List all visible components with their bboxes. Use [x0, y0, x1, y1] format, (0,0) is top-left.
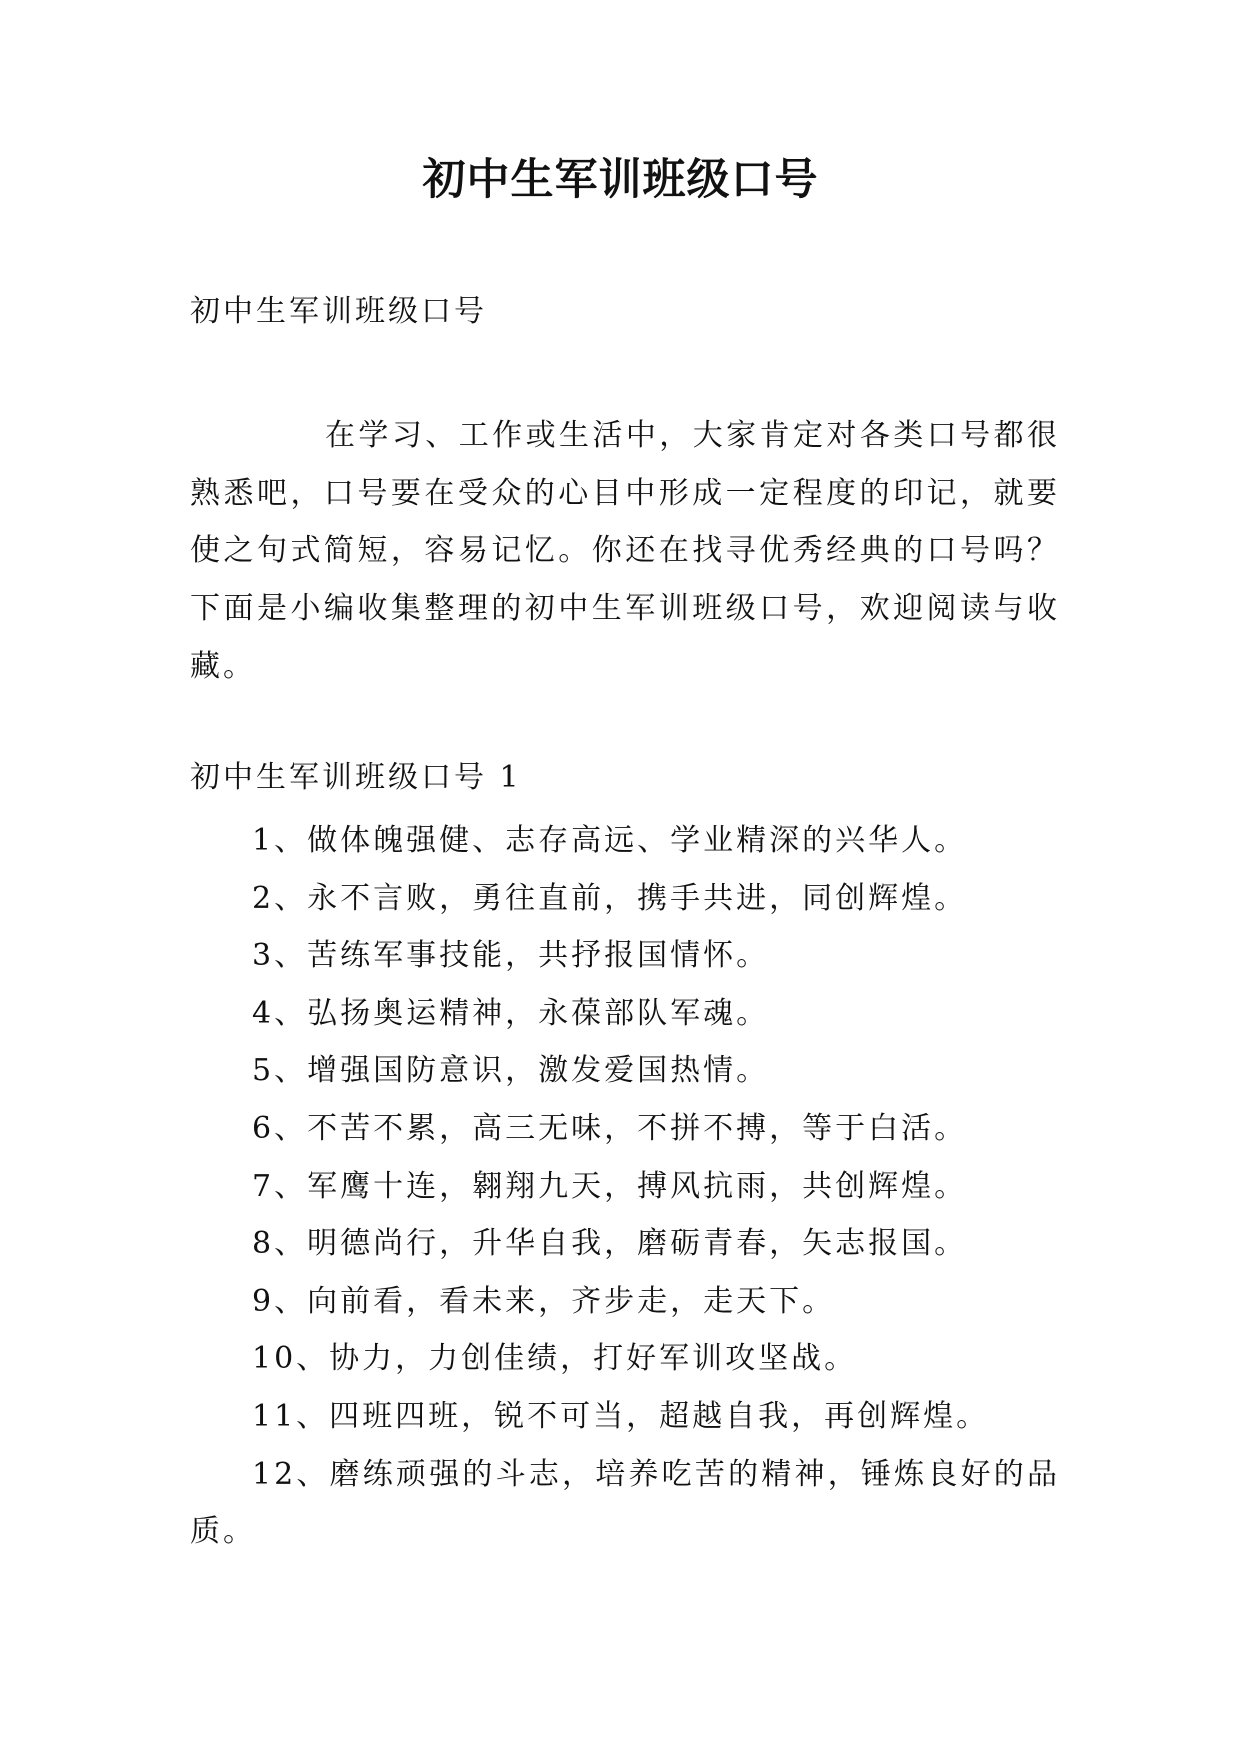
slogan-item: 7、军鹰十连，翱翔九天，搏风抗雨，共创辉煌。 [252, 1168, 968, 1204]
slogan-list [190, 812, 1060, 1561]
section-heading: 初中生军训班级口号 1 [190, 760, 522, 795]
slogan-item: 2、永不言败，勇往直前，携手共进，同创辉煌。 [252, 880, 968, 916]
slogan-item: 1、做体魄强健、志存高远、学业精深的兴华人。 [252, 823, 968, 858]
slogan-item: 6、不苦不累，高三无味，不拼不搏，等于白活。 [252, 1110, 968, 1146]
slogan-item: 4、弘扬奥运精神，永葆部队军魂。 [252, 995, 770, 1031]
slogan-item: 8、明德尚行，升华自我，磨砺青春，矢志报国。 [252, 1226, 968, 1262]
slogan-item: 10、协力，力创佳绩，打好军训攻坚战。 [252, 1341, 858, 1377]
slogan-item: 3、苦练军事技能，共抒报国情怀。 [252, 938, 770, 974]
document-title: 初中生军训班级口号 [422, 155, 819, 205]
slogan-item: 9、向前看，看未来，齐步走，走天下。 [252, 1283, 836, 1319]
intro-paragraph: 在学习、工作或生活中，大家肯定对各类口号都很熟悉吧，口号要在受众的心目中形成一定程度的印记，就要使之句式简短，容易记忆。你还在找寻优秀经典的口号吗？下面是小编收集整理的初中生军训班级口号，欢迎阅读与收藏。 [190, 418, 1060, 684]
slogan-item: 11、四班四班，锐不可当，超越自我，再创辉煌。 [252, 1398, 990, 1434]
document-subtitle: 初中生军训班级口号 [190, 294, 487, 329]
slogan-item: 5、增强国防意识，激发爱国热情。 [252, 1053, 770, 1089]
slogan-item: 12、磨练顽强的斗志，培养吃苦的精神，锤炼良好的品质。 [190, 1456, 1060, 1550]
